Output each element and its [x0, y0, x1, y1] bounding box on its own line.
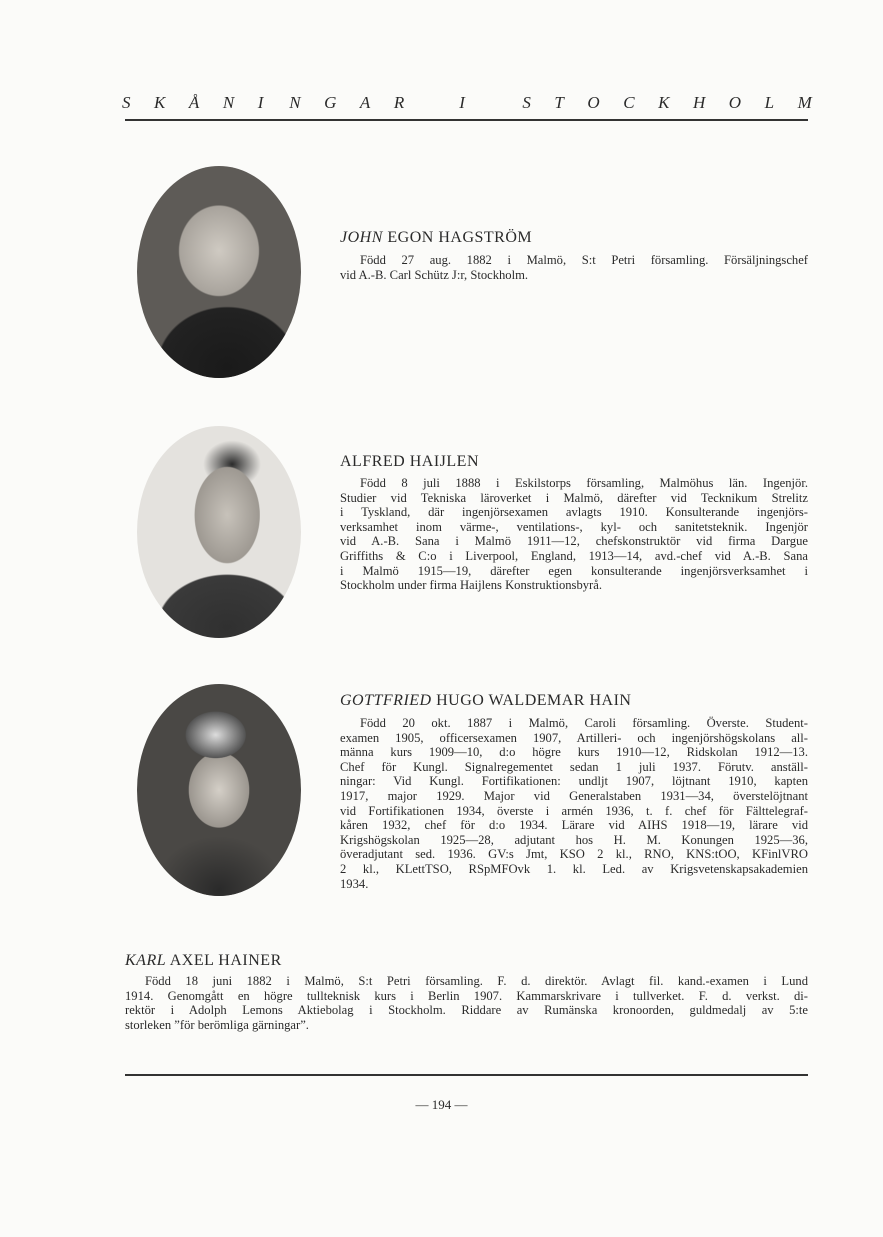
entry-name-karl-hainer [125, 952, 282, 970]
first-name: GOTTFRIED [340, 692, 432, 709]
text-line: männa kurs 1909—10, d:o högre kurs 1910—12, Ridskolan 1912—13. [340, 745, 808, 760]
entry-biography-alfred-haijlen [340, 476, 808, 593]
header-letter: N [289, 93, 301, 112]
text-line: Chef för Kungl. Signalregementet sedan 1 juli 1937. Förutv. anställ- [340, 759, 808, 774]
entry-name-alfred-haijlen [340, 453, 479, 471]
header-letter: Å [188, 93, 200, 112]
text-line: överadjutant sed. 1936. GV:s Jmt, KSO 2 kl., RNO, KNS:tOO, KFinlVRO [340, 847, 808, 862]
text-line: vid A.-B. Sana i Malmö 1911—12, chefskonstruktör vid firma Dargue [340, 534, 808, 549]
header-letter: O [587, 93, 600, 112]
header-letter [491, 93, 499, 113]
header-letter: K [658, 93, 670, 112]
header-letter: A [359, 93, 371, 112]
header-letter: I [459, 93, 465, 112]
entry-biography-karl-hainer [125, 974, 808, 1032]
text-line: examen 1905, officersexamen 1907, Artilleri- och ingenjörshögskolans all- [340, 730, 808, 745]
text-line: vid A.-B. Carl Schütz J:r, Stockholm. [340, 267, 529, 282]
entry-biography-john-hagstrom [340, 253, 808, 282]
text-line: Stockholm under firma Haijlens Konstruktionsbyrå. [340, 578, 602, 593]
text-line: ningar: Vid Kungl. Fortifikationen: undljt 1907, löjtnant 1910, kapten [340, 774, 808, 789]
text-line: 1934. [340, 876, 369, 891]
text-line: verksamhet inom värme-, ventilations-, kyl- och sanitetsteknik. Ingenjör [340, 519, 808, 534]
entry-name-gottfried-hain [340, 692, 631, 710]
text-line: Född 20 okt. 1887 i Malmö, Caroli församling. Överste. Student- [360, 716, 808, 730]
text-line: kåren 1932, chef för d:o 1934. Lärare vid AIHS 1918—19, lärare vid [340, 818, 808, 833]
surname: HUGO WALDEMAR HAIN [431, 692, 632, 709]
text-line: 1917, major 1929. Major vid Generalstaben 1931—34, överstelöjtnant [340, 788, 808, 803]
header-letter: G [324, 93, 337, 112]
text-line: Krigshögskolan 1925—28, adjutant hos H. M. Konungen 1925—36, [340, 832, 808, 847]
text-line: Född 8 juli 1888 i Eskilstorps församling, Malmöhus län. Ingenjör. [360, 476, 808, 490]
portrait-alfred-haijlen [137, 426, 301, 638]
header-rule [125, 119, 808, 121]
header-letter: K [154, 93, 166, 112]
header-letter: H [692, 93, 706, 112]
text-line: Griffiths & C:o i Liverpool, England, 1913—14, avd.-chef vid A.-B. Sana [340, 548, 808, 563]
entry-biography-gottfried-hain [340, 716, 808, 891]
header-letter: R [393, 93, 405, 112]
header-letter: I [257, 93, 264, 112]
text-line: vid Fortifikationen 1934, överste i armén 1936, t. f. chef för Fälttelegraf- [340, 803, 808, 818]
first-name: KARL [125, 952, 167, 969]
header-letter: O [728, 93, 742, 112]
surname: AXEL HAINER [166, 952, 282, 969]
text-line: i Tyskland, där ingenjörsexamen avlagts 1910. Konsulterande ingenjörs- [340, 505, 808, 520]
surname: EGON HAGSTRÖM [382, 229, 533, 246]
header-letter: T [554, 93, 564, 112]
text-line: 1914. Genomgått en högre tullteknisk kurs i Berlin 1907. Kammarskrivare i tullverket. F. d. verkst. di- [125, 988, 808, 1003]
header-letter [428, 93, 436, 113]
text-line: Född 27 aug. 1882 i Malmö, S:t Petri församling. Försäljningschef [360, 253, 808, 267]
text-line: Studier vid Tekniska läroverket i Malmö, därefter vid Tecknikum Strelitz [340, 490, 808, 505]
page-number: — 194 — [415, 1097, 468, 1112]
header-letter: C [623, 93, 635, 112]
text-line: rektör i Adolph Lemons Aktiebolag i Stockholm. Riddare av Rumänska kronoorden, guldmedalj av 5:te [125, 1003, 808, 1018]
text-line: 2 kl., KLettTSO, RSpMFOvk 1. kl. Led. av Krigsvetenskapsakademien [340, 861, 808, 876]
entry-name-john-hagstrom [340, 229, 532, 247]
portrait-gottfried-hain [137, 684, 301, 896]
header-letter: M [797, 93, 812, 112]
portrait-john-hagstrom [137, 166, 301, 378]
header-letter: N [222, 93, 235, 112]
footer-rule [125, 1074, 808, 1076]
text-line: Född 18 juni 1882 i Malmö, S:t Petri församling. F. d. direktör. Avlagt fil. kand.-examen i Lund [145, 974, 808, 988]
text-line: i Malmö 1915—19, därefter egen konsulterande ingenjörsverksamhet i [340, 563, 808, 578]
first-name: JOHN [340, 229, 383, 246]
running-header [122, 93, 812, 113]
text-line: storleken ”för berömliga gärningar”. [125, 1017, 309, 1032]
surname: ALFRED HAIJLEN [340, 453, 479, 470]
header-letter: S [122, 93, 131, 112]
header-letter: S [522, 93, 531, 112]
header-letter: L [764, 93, 775, 112]
